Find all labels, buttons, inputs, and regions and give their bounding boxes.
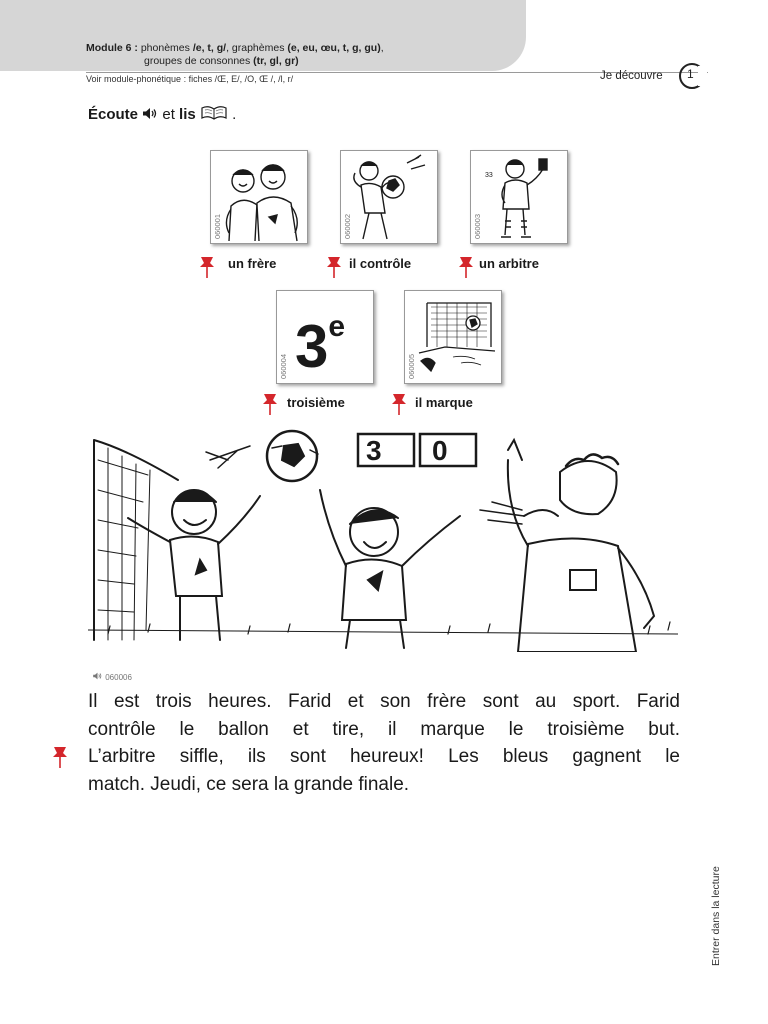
- score-right: 0: [432, 435, 448, 466]
- side-section-label: Entrer dans la lecture: [710, 866, 722, 966]
- pushpin-icon: [50, 745, 70, 769]
- score-left: 3: [366, 435, 382, 466]
- card-label-troisieme: troisième: [287, 395, 345, 410]
- card-troisieme[interactable]: [276, 290, 374, 384]
- instruction: [88, 104, 236, 123]
- card-label-il-marque: il marque: [415, 395, 473, 410]
- speaker-icon[interactable]: [142, 106, 162, 123]
- pushpin-icon: [389, 392, 409, 416]
- card-code: 060002: [343, 213, 352, 239]
- groups-value: (tr, gl, gr): [253, 55, 299, 67]
- card-code: 060003: [473, 213, 482, 239]
- paragraph-line: L’arbitre siffle, ils sont heureux! Les bleus gagnent le: [88, 746, 680, 767]
- module-title-line1: [86, 42, 384, 54]
- ordinal-number: [295, 305, 345, 379]
- module-prefix: Module 6 :: [86, 42, 138, 54]
- ordinal-digit: 3: [295, 313, 329, 380]
- pushpin-icon: [456, 255, 476, 279]
- goal-scored-drawing-icon: [405, 291, 503, 385]
- section-title: Je découvre: [600, 70, 663, 82]
- paragraph-line: contrôle le ballon et tire, il marque le troisième but.: [88, 718, 680, 740]
- graphemes-label: , graphèmes: [226, 42, 285, 54]
- reading-paragraph: [88, 688, 680, 798]
- card-code: 060001: [213, 213, 222, 239]
- paragraph-line: Il est trois heures. Farid et son frère sont au sport. Farid: [88, 691, 680, 712]
- scene-code-text: 060006: [105, 673, 132, 682]
- pushpin-icon: [260, 392, 280, 416]
- card-label-un-frere: un frère: [228, 256, 277, 271]
- module-title-line2: [144, 55, 299, 67]
- scene-audio-code[interactable]: [92, 672, 132, 682]
- instruction-ecoute: Écoute: [88, 106, 139, 123]
- two-brothers-drawing-icon: [211, 151, 309, 245]
- step-circle-gap: [698, 66, 707, 86]
- card-code: 060004: [279, 353, 288, 379]
- groups-label: groupes de consonnes: [144, 55, 251, 67]
- ordinal-superscript: e: [328, 310, 346, 343]
- paragraph-line: match. Jeudi, ce sera la grande finale.: [88, 773, 410, 795]
- boy-controls-ball-drawing-icon: [341, 151, 439, 245]
- pushpin-icon: [324, 255, 344, 279]
- phonemes-label: phonèmes: [140, 42, 190, 54]
- card-label-il-controle: il contrôle: [349, 256, 412, 271]
- pushpin-icon: [197, 255, 217, 279]
- card-code: 060005: [407, 353, 416, 379]
- phonemes-value: /e, t, g/: [192, 42, 227, 54]
- line1-end: ,: [380, 42, 384, 54]
- step-number: 1: [687, 67, 694, 81]
- instruction-end: .: [232, 106, 237, 123]
- svg-text:33: 33: [485, 172, 493, 179]
- card-un-frere[interactable]: [210, 150, 308, 244]
- voir-line: Voir module-phonétique : fiches /Œ, E/, /O, Œ /, /l, r/: [86, 74, 294, 84]
- open-book-icon: [200, 106, 232, 123]
- card-il-controle[interactable]: [340, 150, 438, 244]
- speaker-icon: [92, 673, 105, 682]
- graphemes-value: (e, eu, œu, t, g, gu): [287, 42, 381, 54]
- card-label-un-arbitre: un arbitre: [479, 256, 539, 271]
- card-un-arbitre[interactable]: [470, 150, 568, 244]
- football-match-scene-icon: [88, 420, 678, 652]
- referee-drawing-icon: [471, 151, 569, 245]
- card-il-marque[interactable]: [404, 290, 502, 384]
- instruction-et: et: [162, 106, 175, 123]
- instruction-lis: lis: [179, 106, 196, 123]
